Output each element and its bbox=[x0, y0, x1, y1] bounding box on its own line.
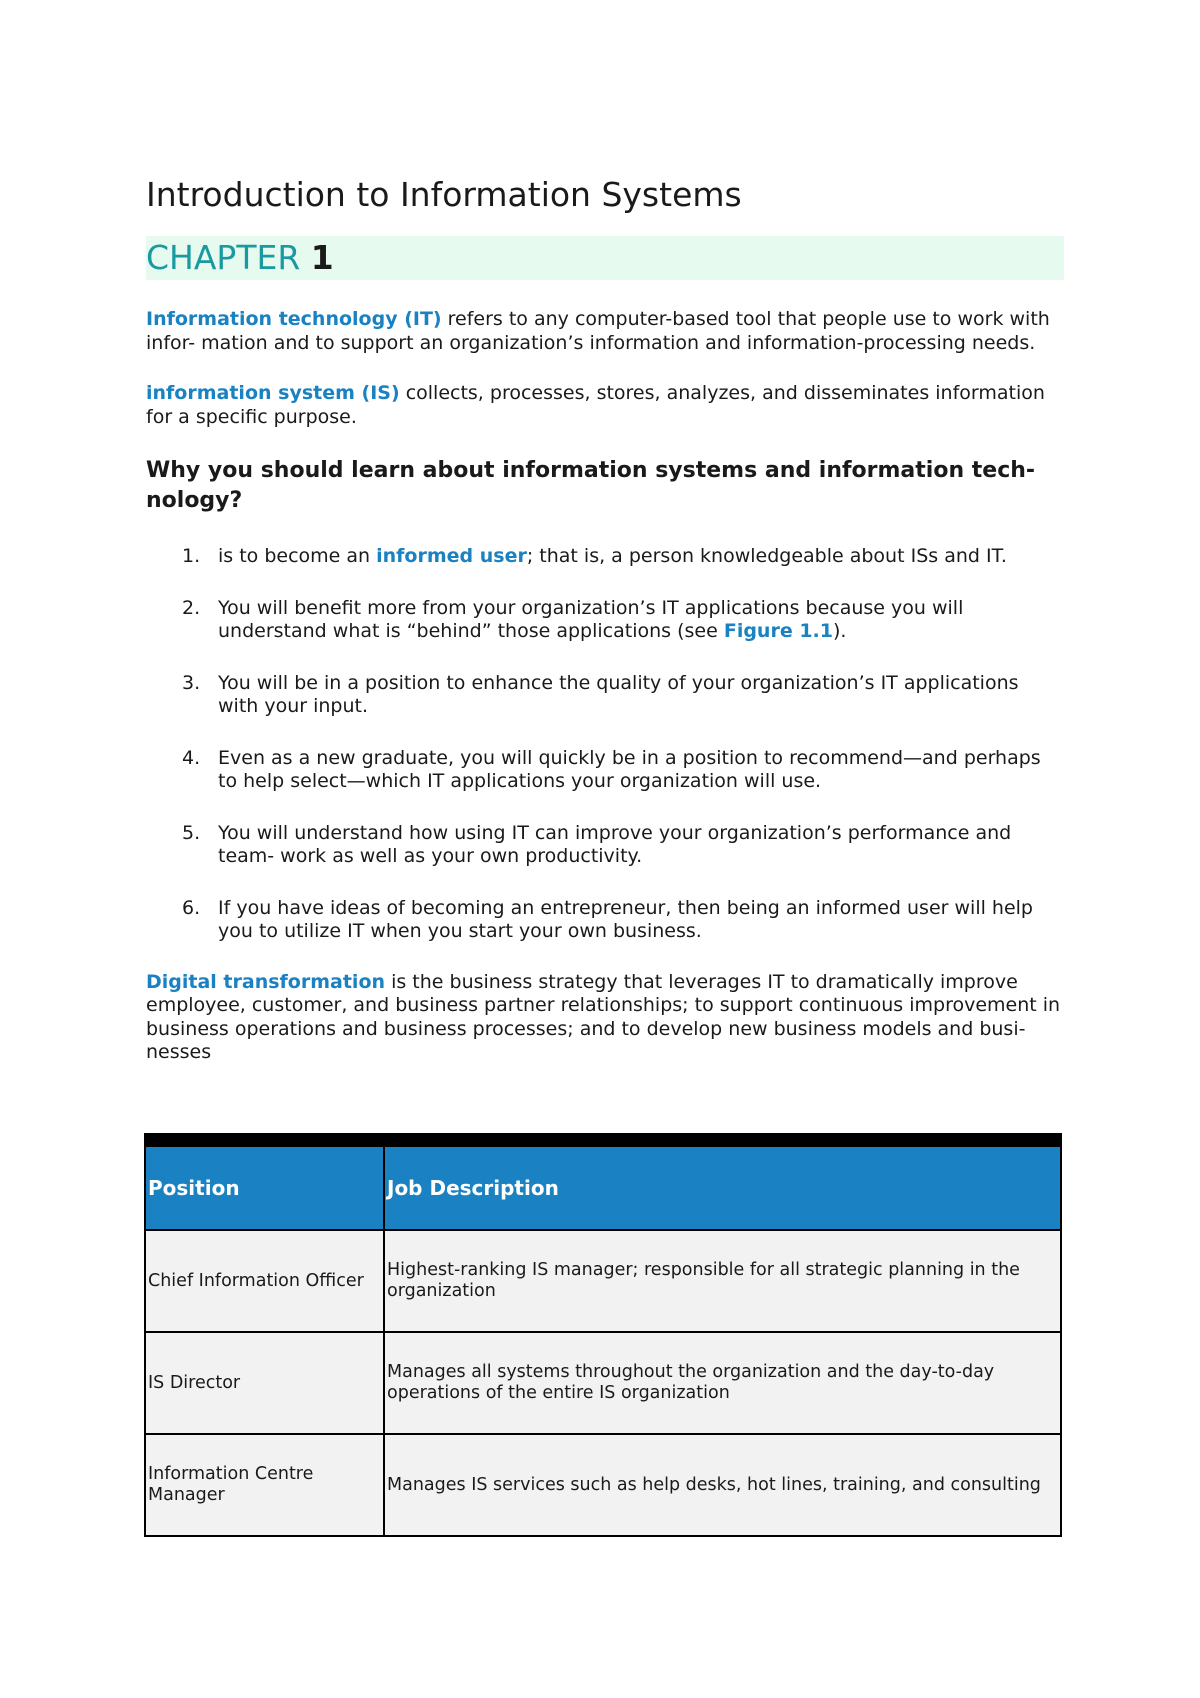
list-number: 4. bbox=[182, 746, 201, 769]
question-heading: Why you should learn about information systems and information tech- nology? bbox=[146, 458, 1036, 513]
digital-transformation-text: is the business strategy that leverages IT to dramatically improve employee, customer, and business partner relationships; to support continuous improvement in business operations and business processes; and to develop new business models and busi- nesses bbox=[146, 970, 1061, 1063]
chapter-heading bbox=[146, 236, 1064, 280]
chapter-number: 1 bbox=[310, 238, 334, 277]
list-number: 2. bbox=[182, 596, 201, 619]
document-page bbox=[146, 172, 1064, 1092]
description-cell: Manages all systems throughout the organization and the day-to-day operations of the entire IS organization bbox=[384, 1332, 1061, 1434]
list-text: is to become an bbox=[218, 545, 377, 567]
table-row bbox=[145, 1230, 1061, 1332]
position-cell: IS Director bbox=[145, 1332, 384, 1434]
description-cell: Manages IS services such as help desks, hot lines, training, and consulting bbox=[384, 1434, 1061, 1536]
list-item bbox=[146, 597, 1064, 644]
list-text: You will benefit more from your organization’s IT applications because you will understand what is “behind” those applications (see bbox=[218, 596, 964, 642]
table-row bbox=[145, 1434, 1061, 1536]
position-cell: Chief Information Officer bbox=[145, 1230, 384, 1332]
list-number: 5. bbox=[182, 821, 201, 844]
list-item bbox=[146, 897, 1064, 944]
list-item bbox=[146, 747, 1064, 794]
list-number: 3. bbox=[182, 671, 201, 694]
list-item bbox=[146, 822, 1064, 869]
digital-transformation-definition bbox=[146, 971, 1064, 1065]
it-definition-text: refers to any computer-based tool that people use to work with infor- mation and to support an organization’s information and information-processing needs. bbox=[146, 308, 1050, 354]
is-definition bbox=[146, 382, 1064, 429]
position-cell: Information Centre Manager bbox=[145, 1434, 384, 1536]
list-text: You will be in a position to enhance the quality of your organization’s IT applications with your input. bbox=[218, 671, 1019, 717]
list-text: If you have ideas of becoming an entrepreneur, then being an informed user will help you to utilize IT when you start your own business. bbox=[218, 896, 1033, 942]
informed-user-term: informed user bbox=[376, 545, 527, 567]
is-definition-text: collects, processes, stores, analyzes, and disseminates information for a specific purpose. bbox=[146, 382, 1045, 428]
list-text: ; that is, a person knowledgeable about ISs and IT. bbox=[526, 545, 1007, 567]
description-cell: Highest-ranking IS manager; responsible for all strategic planning in the organization bbox=[384, 1230, 1061, 1332]
list-text: ). bbox=[833, 620, 847, 642]
table-header-row bbox=[145, 1140, 1061, 1230]
list-item bbox=[146, 672, 1064, 719]
document-title: Introduction to Information Systems bbox=[146, 175, 742, 214]
positions-table bbox=[144, 1133, 1062, 1537]
table-row bbox=[145, 1332, 1061, 1434]
figure-link[interactable]: Figure 1.1 bbox=[723, 620, 833, 642]
job-description-column-header: Job Description bbox=[384, 1140, 1061, 1230]
list-text: Even as a new graduate, you will quickly be in a position to recommend—and perhaps to help select—which IT applications your organization will use. bbox=[218, 746, 1041, 792]
it-definition bbox=[146, 308, 1064, 355]
is-term: information system (IS) bbox=[146, 382, 400, 404]
reasons-list bbox=[146, 545, 1064, 944]
list-text: You will understand how using IT can improve your organization’s performance and team- work as well as your own productivity. bbox=[218, 821, 1012, 867]
digital-transformation-term: Digital transformation bbox=[146, 970, 386, 993]
list-number: 6. bbox=[182, 896, 201, 919]
position-column-header: Position bbox=[145, 1140, 384, 1230]
list-item bbox=[146, 545, 1064, 569]
list-number: 1. bbox=[182, 545, 201, 567]
it-term: Information technology (IT) bbox=[146, 308, 442, 330]
chapter-word: CHAPTER bbox=[146, 238, 301, 277]
